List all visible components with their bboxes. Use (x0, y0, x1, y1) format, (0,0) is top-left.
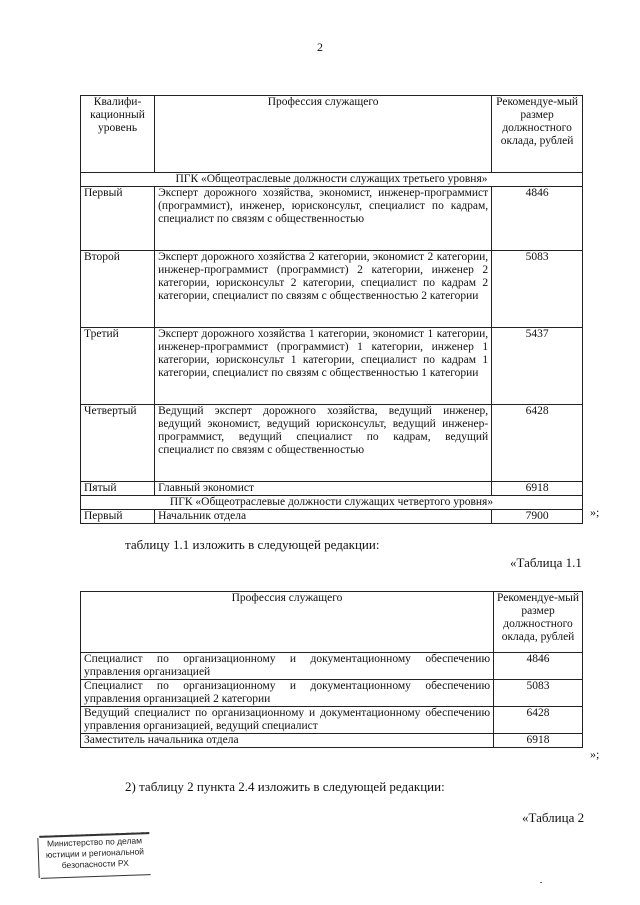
level-cell: Первый (81, 510, 155, 524)
table-row (81, 707, 583, 734)
salary-cell: 4846 (492, 187, 583, 251)
group-row-fourth-level (81, 496, 583, 510)
instruction-table-1-1: таблицу 1.1 изложить в следующей редакции: (125, 537, 380, 552)
table-row (81, 482, 583, 496)
stamp-line-2: юстиции и региональной (45, 846, 145, 860)
level-cell: Первый (81, 187, 155, 251)
header-salary: Рекомендуе-мый размер должностного оклада, рублей (492, 96, 583, 173)
table-2-caption: «Таблица 2 (522, 810, 585, 825)
table-row (81, 734, 583, 748)
table-row (81, 510, 583, 524)
level-cell: Третий (81, 328, 155, 405)
level-cell: Второй (81, 251, 155, 328)
profession-cell: Начальник отдела (155, 510, 492, 524)
table-row (81, 251, 583, 328)
profession-cell: Эксперт дорожного хозяйства, экономист, инженер-программист (программист), инженер, юрисконсульт, специалист по кадрам, специалист по связям с общественностью (155, 187, 492, 251)
header-profession: Профессия служащего (155, 96, 492, 173)
salary-cell: 5083 (492, 251, 583, 328)
salary-cell: 6428 (492, 405, 583, 482)
qualification-salary-table (80, 95, 583, 524)
registration-stamp (39, 832, 150, 879)
profession-cell: Специалист по организационному и документационному обеспечению управления организацией 2 категории (81, 680, 494, 707)
group-title: ПГК «Общеотраслевые должности служащих четвертого уровня» (81, 496, 583, 510)
page-number: 2 (317, 40, 323, 54)
scan-speck (540, 882, 542, 883)
group-row-third-level (81, 173, 583, 187)
header-profession: Профессия служащего (81, 592, 494, 653)
table-1-1-caption: «Таблица 1.1 (510, 555, 582, 570)
table-row (81, 328, 583, 405)
level-cell: Пятый (81, 482, 155, 496)
salary-cell: 7900 (492, 510, 583, 524)
profession-cell: Ведущий эксперт дорожного хозяйства, ведущий инженер, ведущий экономист, ведущий юрисконсульт, ведущий инженер-программист, ведущий специалист по кадрам, ведущий специалист по связям с общественностью (155, 405, 492, 482)
table-header-row (81, 592, 583, 653)
table2-closing-quote: »; (590, 747, 600, 761)
profession-cell: Ведущий специалист по организационному и документационному обеспечению управления организацией, ведущий специалист (81, 707, 494, 734)
table-row (81, 405, 583, 482)
stamp-line-3: безопасности РХ (61, 857, 129, 871)
profession-cell: Главный экономист (155, 482, 492, 496)
instruction-table-2: 2) таблицу 2 пункта 2.4 изложить в следующей редакции: (125, 779, 445, 794)
table1-closing-quote: »; (590, 505, 600, 519)
salary-cell: 5437 (492, 328, 583, 405)
group-title: ПГК «Общеотраслевые должности служащих третьего уровня» (81, 173, 583, 187)
table-row (81, 680, 583, 707)
profession-cell: Заместитель начальника отдела (81, 734, 494, 748)
stamp-line-1: Министерство по делам (46, 835, 143, 849)
salary-cell: 4846 (494, 653, 583, 680)
salary-cell: 6918 (494, 734, 583, 748)
salary-cell: 6918 (492, 482, 583, 496)
header-level: Квалифи-кационный уровень (81, 96, 155, 173)
level-cell: Четвертый (81, 405, 155, 482)
salary-cell: 5083 (494, 680, 583, 707)
profession-cell: Эксперт дорожного хозяйства 1 категории, экономист 1 категории, инженер-программист (программист) 1 категории, инженер 1 категории, юрисконсульт 1 категории, специалист по кадрам 1 категории, специалист по связям с общественностью 1 категории (155, 328, 492, 405)
table-row (81, 187, 583, 251)
table-header-row (81, 96, 583, 173)
table-row (81, 653, 583, 680)
header-salary: Рекомендуе-мый размер должностного оклада, рублей (494, 592, 583, 653)
profession-cell: Эксперт дорожного хозяйства 2 категории, экономист 2 категории, инженер-программист (программист) 2 категории, инженер 2 категории, юрисконсульт 2 категории, специалист по кадрам 2 категории, специалист по связям с общественностью 2 категории (155, 251, 492, 328)
profession-salary-table (80, 591, 583, 748)
profession-cell: Специалист по организационному и документационному обеспечению управления организацией (81, 653, 494, 680)
salary-cell: 6428 (494, 707, 583, 734)
